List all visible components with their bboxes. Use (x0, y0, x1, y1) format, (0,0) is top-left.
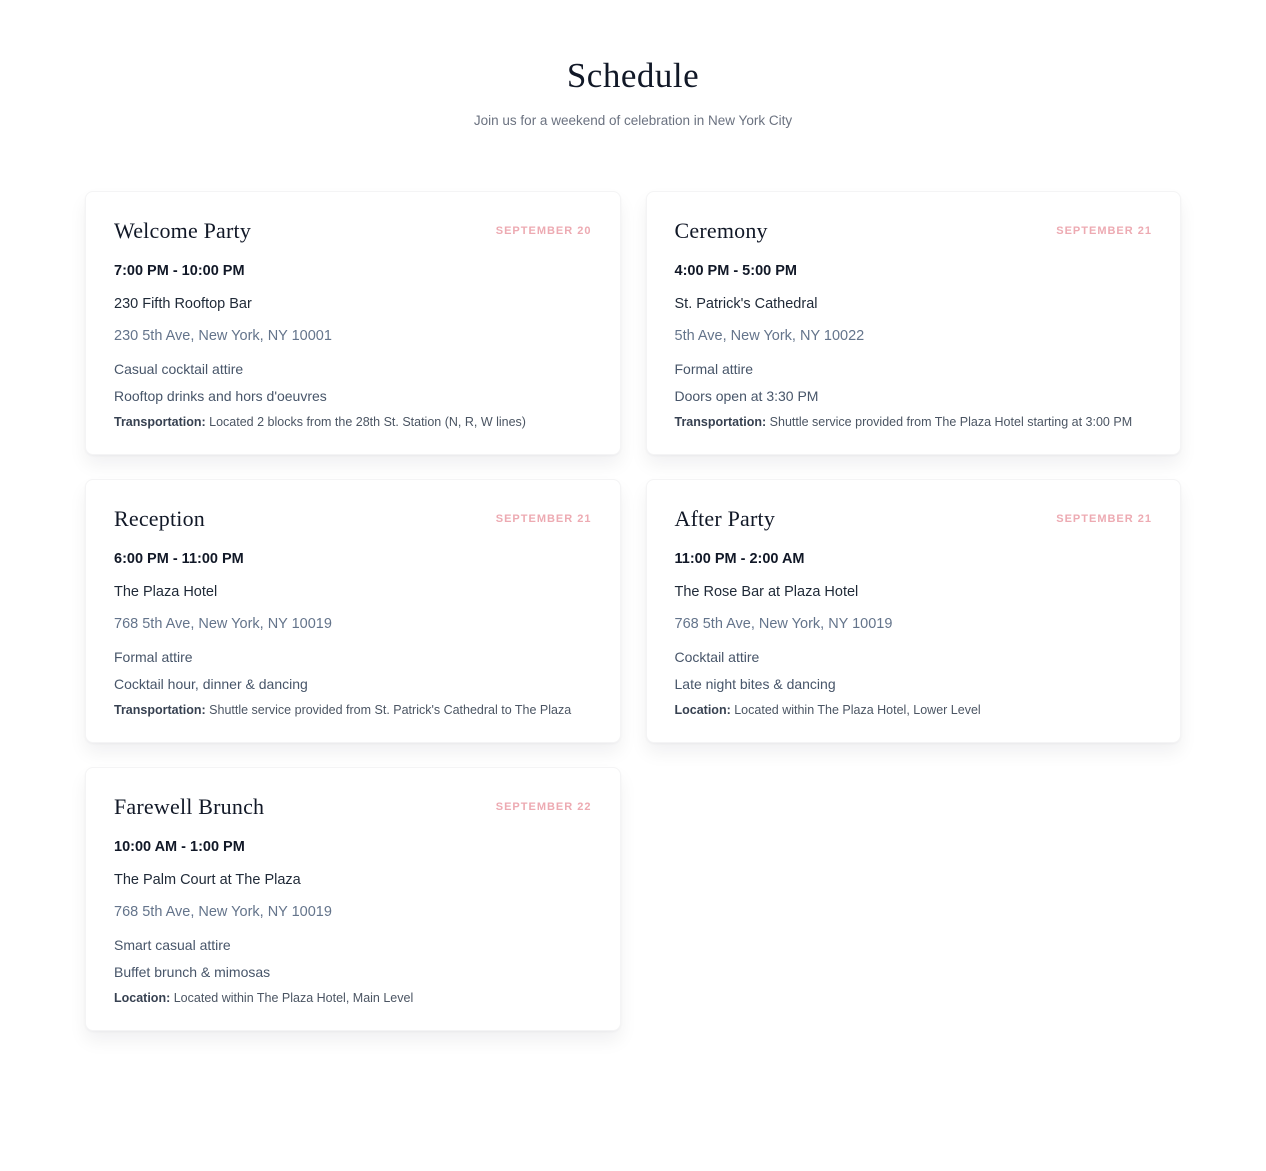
event-note-text: Located 2 blocks from the 28th St. Station (N, R, W lines) (209, 415, 526, 429)
event-date-badge: SEPTEMBER 21 (1056, 513, 1152, 525)
event-title: Welcome Party (114, 218, 252, 243)
event-card-header (114, 217, 592, 245)
event-venue: The Plaza Hotel (114, 584, 218, 600)
event-date-badge: SEPTEMBER 22 (495, 801, 592, 813)
event-card (85, 479, 621, 743)
event-card-header (114, 793, 592, 821)
event-note-label: Transportation: (114, 703, 206, 717)
schedule-grid (85, 191, 1181, 1091)
event-card-header (675, 505, 1153, 533)
event-note (675, 700, 1153, 720)
event-description: Doors open at 3:30 PM (674, 388, 819, 404)
event-title: Reception (114, 506, 205, 531)
event-time: 7:00 PM - 10:00 PM (114, 263, 245, 279)
event-card (85, 191, 621, 455)
event-venue: The Palm Court at The Plaza (114, 872, 301, 888)
event-note-text: Located within The Plaza Hotel, Main Level (173, 991, 414, 1005)
event-note-label: Location: (114, 991, 171, 1005)
event-note (114, 988, 592, 1008)
page-title: Schedule (566, 56, 700, 95)
event-note-text: Located within The Plaza Hotel, Lower Level (734, 703, 981, 717)
event-venue: 230 Fifth Rooftop Bar (114, 296, 252, 312)
event-attire: Formal attire (114, 649, 193, 665)
event-date-badge: SEPTEMBER 21 (495, 513, 592, 525)
event-card (646, 191, 1182, 455)
event-time: 4:00 PM - 5:00 PM (674, 263, 797, 279)
event-description: Late night bites & dancing (674, 676, 836, 692)
event-address: 230 5th Ave, New York, NY 10001 (114, 328, 332, 344)
event-time: 11:00 PM - 2:00 AM (674, 551, 805, 567)
event-note-label: Transportation: (114, 415, 206, 429)
event-address: 5th Ave, New York, NY 10022 (674, 328, 865, 344)
event-note-text: Shuttle service provided from The Plaza Hotel starting at 3:00 PM (769, 415, 1133, 429)
event-card-header (675, 217, 1153, 245)
event-note-label: Transportation: (674, 415, 767, 429)
event-attire: Formal attire (674, 361, 754, 377)
event-address: 768 5th Ave, New York, NY 10019 (674, 616, 893, 632)
event-title: Ceremony (674, 218, 768, 243)
event-note-label: Location: (674, 703, 731, 717)
event-card (85, 767, 621, 1031)
event-note (114, 412, 592, 432)
event-address: 768 5th Ave, New York, NY 10019 (114, 904, 332, 920)
event-card (646, 479, 1182, 743)
event-date-badge: SEPTEMBER 20 (495, 225, 592, 237)
event-card-header (114, 505, 592, 533)
event-date-badge: SEPTEMBER 21 (1056, 225, 1152, 237)
event-attire: Smart casual attire (114, 937, 231, 953)
event-time: 10:00 AM - 1:00 PM (114, 839, 245, 855)
event-title: Farewell Brunch (114, 794, 265, 819)
event-description: Rooftop drinks and hors d'oeuvres (114, 388, 327, 404)
event-venue: The Rose Bar at Plaza Hotel (674, 584, 859, 600)
page-subtitle: Join us for a weekend of celebration in New York City (473, 113, 793, 128)
event-time: 6:00 PM - 11:00 PM (114, 551, 244, 567)
event-address: 768 5th Ave, New York, NY 10019 (114, 616, 332, 632)
event-note-text: Shuttle service provided from St. Patrick's Cathedral to The Plaza (209, 703, 572, 717)
page-header (0, 0, 1266, 130)
event-title: After Party (674, 506, 776, 531)
event-attire: Cocktail attire (674, 649, 760, 665)
event-venue: St. Patrick's Cathedral (674, 296, 818, 312)
event-note (675, 412, 1153, 432)
event-note (114, 700, 592, 720)
event-attire: Casual cocktail attire (114, 361, 244, 377)
event-description: Cocktail hour, dinner & dancing (114, 676, 308, 692)
event-description: Buffet brunch & mimosas (114, 964, 271, 980)
